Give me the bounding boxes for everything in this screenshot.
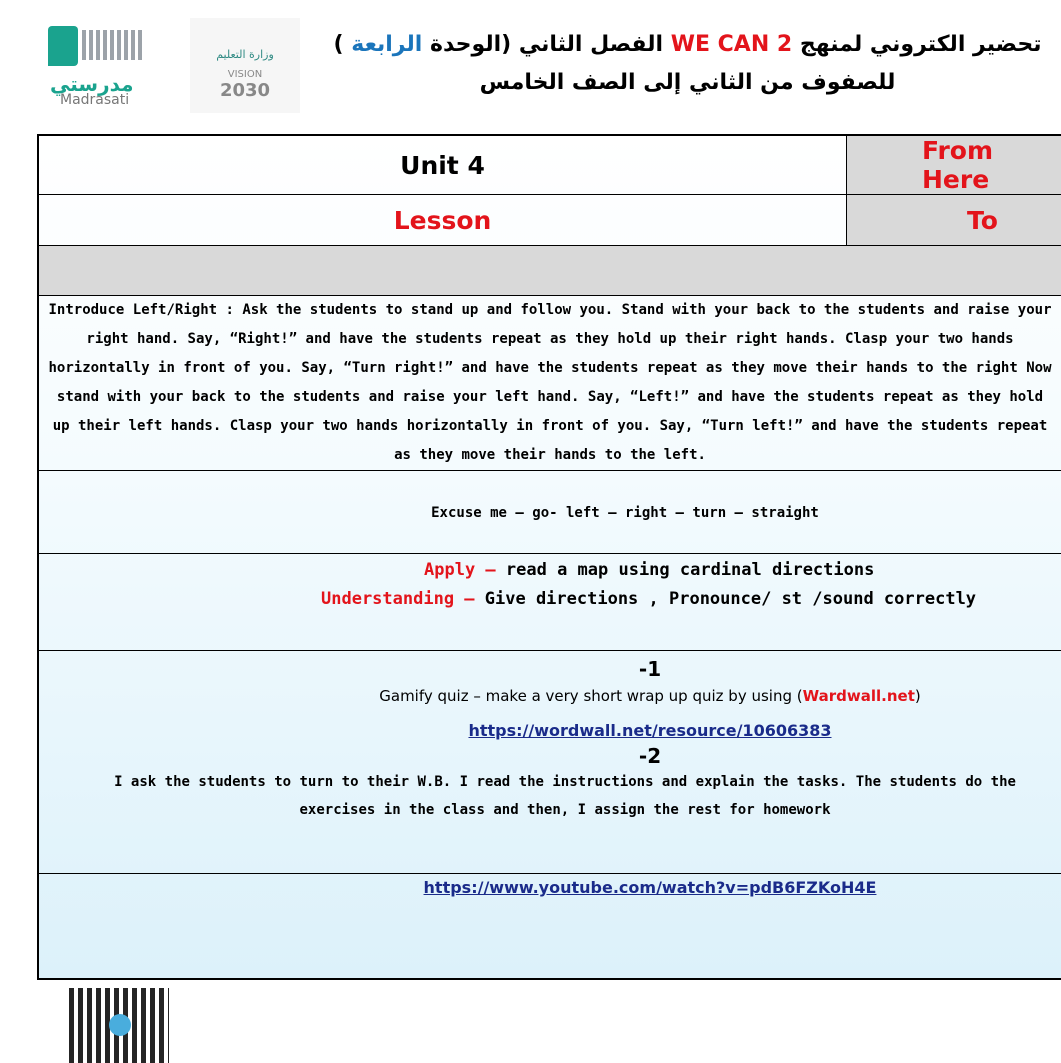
quiz-brand: Wardwall.net (802, 687, 915, 705)
activity-number-2: -2 (638, 744, 662, 768)
wordwall-link[interactable]: https://wordwall.net/resource/10606383 (468, 721, 832, 740)
apply-text: read a map using cardinal directions (495, 560, 875, 580)
lesson-row (39, 195, 1061, 246)
qr-code[interactable] (69, 988, 169, 1063)
title-brand: WE CAN 2 (670, 32, 793, 57)
gray-row (39, 246, 1061, 296)
intro-text: Introduce Left/Right : Ask the students to stand up and follow you. Stand with your back to the students and raise your right hand. Say, “Right!” and have the students repeat as they hold up their right hands. Clasp your two hands horizontally in front of you. Say, “Turn right!” and have the students repeat as they move their hands to the right Now stand with your back to the students and raise your left hand. Say, “Left!” and have the students repeat as they hold up their left hands. Clasp your two hands horizontally in front of you. Say, “Turn left!” and have the students repeat as they move their hands to the left. (48, 302, 1052, 463)
title-unit: الرابعة (351, 32, 423, 57)
activity-number-1: -1 (638, 657, 662, 681)
unit-row (39, 136, 1061, 195)
vocab-row (39, 471, 1061, 554)
page-subtitle: للصفوف من الثاني إلى الصف الخامس (479, 70, 896, 95)
quiz-line (239, 687, 1061, 705)
vocab-text: Excuse me – go- left – right – turn – straight (431, 505, 819, 521)
lesson-table (37, 134, 1061, 980)
objectives-row (39, 554, 1061, 651)
title-part: الفصل الثاني (الوحدة (429, 32, 664, 57)
unit-cell: Unit 4 (39, 136, 847, 194)
from-here-cell: From Here (847, 136, 1061, 194)
intro-row (39, 296, 1061, 471)
page-title (320, 26, 1055, 102)
quiz-close: ) (914, 687, 921, 705)
resources-row (39, 874, 1061, 980)
title-part: ) (333, 32, 344, 57)
madrasati-logo: مدرستي Madrasati (48, 20, 160, 110)
apply-label: Apply – (424, 560, 496, 580)
activities-row (39, 651, 1061, 874)
ministry-vision-logo: وزارة التعليم VISION 2030 (190, 18, 300, 113)
youtube-link[interactable]: https://www.youtube.com/watch?v=pdB6FZKoH4E (423, 878, 877, 897)
to-cell: To (847, 195, 1061, 245)
understanding-label: Understanding – (321, 589, 475, 609)
understanding-text: Give directions , Pronounce/ st /sound correctly (474, 589, 977, 609)
title-part: تحضير الكتروني لمنهج (799, 32, 1042, 57)
lesson-cell: Lesson (39, 195, 847, 245)
workbook-text: I ask the students to turn to their W.B. I read the instructions and explain the tasks. The students do the exercises in the class and then, I assign the rest for homework (114, 774, 1016, 818)
quiz-text: Gamify quiz – make a very short wrap up quiz by using ( (379, 687, 803, 705)
